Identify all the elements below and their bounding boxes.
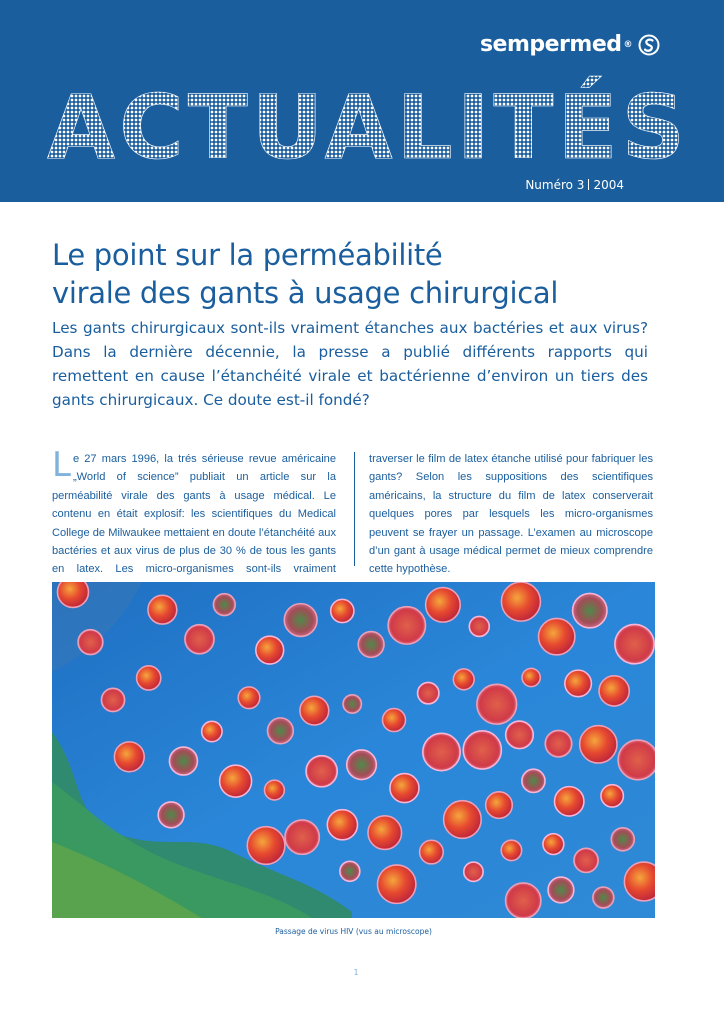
issue-number	[525, 178, 624, 192]
virus-cell	[382, 709, 405, 732]
virus-cell	[615, 624, 654, 663]
sempermed-logo	[480, 32, 660, 57]
virus-cell	[300, 696, 329, 725]
virus-cell	[158, 802, 184, 828]
virus-cell	[340, 861, 360, 881]
virus-cell	[267, 718, 293, 744]
virus-cell	[377, 865, 415, 903]
virus-cell	[565, 670, 592, 697]
virus-cell	[599, 676, 629, 706]
virus-cell	[306, 756, 337, 787]
virus-cell	[486, 792, 513, 819]
drop-cap: L	[52, 445, 71, 485]
virus-cell	[213, 594, 235, 616]
registered-mark: ®	[623, 39, 632, 50]
virus-cell	[420, 840, 444, 864]
masthead-title	[38, 62, 698, 172]
body-column-1: Le 27 mars 1996, la trés sérieuse revue américaine „World of science” publiait un article sur la perméabilité virale des gants à usage médical. Le contenu en était explosif: les scientifiques du Medical College de Milwaukee mettaient en doute l’étanchéité aux bactéries et aux virus de plus de 30 % de tous les gants en latex. Les micro-organismes sont-ils vraiment	[52, 445, 336, 576]
virus-cell	[368, 816, 402, 850]
virus-cell	[285, 820, 319, 854]
masthead-word: ACTUALITÉS	[47, 76, 689, 172]
brand-name: sempermed	[479, 32, 622, 57]
figure-caption: Passage de virus HIV (vus au microscope)	[275, 927, 432, 936]
virus-cell	[388, 607, 425, 644]
virus-cell	[601, 785, 623, 807]
virus-cell	[574, 848, 598, 872]
virus-cell	[464, 862, 483, 881]
virus-cell	[57, 582, 88, 607]
virus-cell	[501, 840, 521, 860]
virus-cell	[463, 731, 501, 769]
page-number: 1	[353, 968, 359, 977]
body-column-2: traverser le film de latex étanche utilisé pour fabriquer les gants? Selon les suppositions des scientifiques américains, la structure du film de latex conserverait quelques pores par lesquels les micro-organismes peuvent se frayer un passage. L’examen au microscope d’un gant à usage médical permet de mieux comprendre cette hypothèse.	[369, 453, 653, 576]
virus-cell	[347, 750, 377, 780]
virus-cell	[573, 593, 607, 627]
column-divider	[354, 452, 355, 566]
virus-cell	[137, 666, 161, 690]
virus-cell	[506, 883, 541, 918]
virus-cell	[543, 834, 564, 855]
virus-cell	[78, 630, 103, 655]
sempermed-s-icon	[638, 34, 660, 56]
virus-cell	[423, 733, 460, 770]
virus-cell	[284, 604, 317, 637]
virus-cell	[477, 684, 517, 724]
article-lead: Les gants chirurgicaux sont-ils vraiment étanches aux bactéries et aux virus? Dans la dernière décennie, la presse a publié différents rapports qui remettent en cause l’étanchéité virale et bactérienne d’environ un tiers des gants chirurgicaux. Ce doute est-il fondé?	[52, 319, 648, 409]
virus-cell	[426, 588, 461, 623]
article-title: Le point sur la perméabilité virale des gants à usage chirurgical	[52, 238, 559, 310]
virus-cell	[522, 668, 540, 686]
virus-cell	[265, 780, 285, 800]
virus-cell	[611, 828, 634, 851]
virus-cell	[539, 618, 575, 654]
virus-cell	[390, 774, 419, 803]
virus-cell	[327, 810, 357, 840]
virus-cell	[593, 887, 614, 908]
issue-label: Numéro 3	[525, 178, 585, 192]
virus-cell	[202, 721, 222, 741]
virus-cell	[418, 682, 439, 703]
virus-cell	[444, 801, 482, 839]
virus-cell	[506, 721, 534, 749]
virus-cell	[545, 730, 572, 757]
virus-cell	[247, 827, 285, 865]
virus-cell	[185, 625, 214, 654]
virus-cell	[256, 636, 284, 664]
virus-cell	[580, 726, 617, 763]
virus-cell	[220, 765, 252, 797]
virus-cell	[101, 688, 124, 711]
virus-cell	[148, 595, 177, 624]
microscope-photo	[52, 582, 655, 918]
virus-cell	[555, 787, 584, 816]
virus-cell	[501, 582, 540, 621]
virus-cell	[343, 695, 361, 713]
virus-cell	[624, 862, 655, 901]
virus-cell	[469, 616, 489, 636]
virus-cell	[331, 599, 354, 622]
virus-cell	[169, 747, 197, 775]
masthead-banner	[0, 0, 724, 202]
virus-cell	[453, 669, 474, 690]
virus-cell	[548, 877, 574, 903]
virus-cell	[114, 742, 144, 772]
virus-cell	[618, 740, 655, 780]
issue-year: 2004	[593, 178, 624, 192]
virus-cell	[238, 687, 260, 709]
virus-cell	[358, 632, 384, 658]
hiv-virus-image	[52, 582, 655, 918]
virus-cell	[522, 769, 545, 792]
